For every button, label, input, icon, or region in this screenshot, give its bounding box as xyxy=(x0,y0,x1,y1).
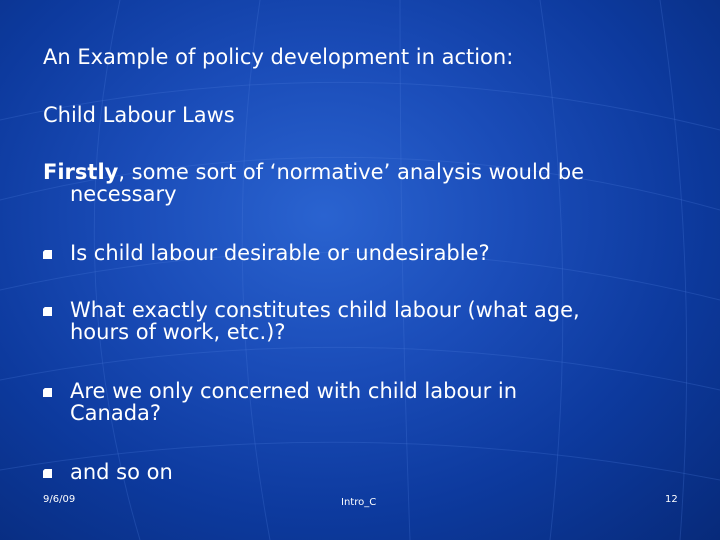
intro-paragraph xyxy=(43,160,683,206)
bullet-text: and so on xyxy=(70,460,173,484)
bullet-text: What exactly constitutes child labour (what age, hours of work, etc.)? xyxy=(70,298,580,344)
bullet-text: Is child labour desirable or undesirable? xyxy=(70,241,490,265)
bullet-square-icon xyxy=(43,388,52,397)
footer-date: 9/6/09 xyxy=(43,494,76,505)
intro-bold-word: Firstly xyxy=(43,160,119,184)
footer-page-number: 12 xyxy=(665,494,678,505)
slide-subheading: Child Labour Laws xyxy=(43,103,235,127)
slide-heading: An Example of policy development in action: xyxy=(43,45,514,69)
bullet-square-icon xyxy=(43,469,52,478)
bullet-square-icon xyxy=(43,250,52,259)
footer-title: Intro_C xyxy=(341,497,377,508)
intro-text: , some sort of ‘normative’ analysis would be xyxy=(118,160,585,184)
bullet-text: Are we only concerned with child labour in Canada? xyxy=(70,379,518,425)
intro-continuation: necessary xyxy=(70,182,177,206)
bullet-square-icon xyxy=(43,307,52,316)
